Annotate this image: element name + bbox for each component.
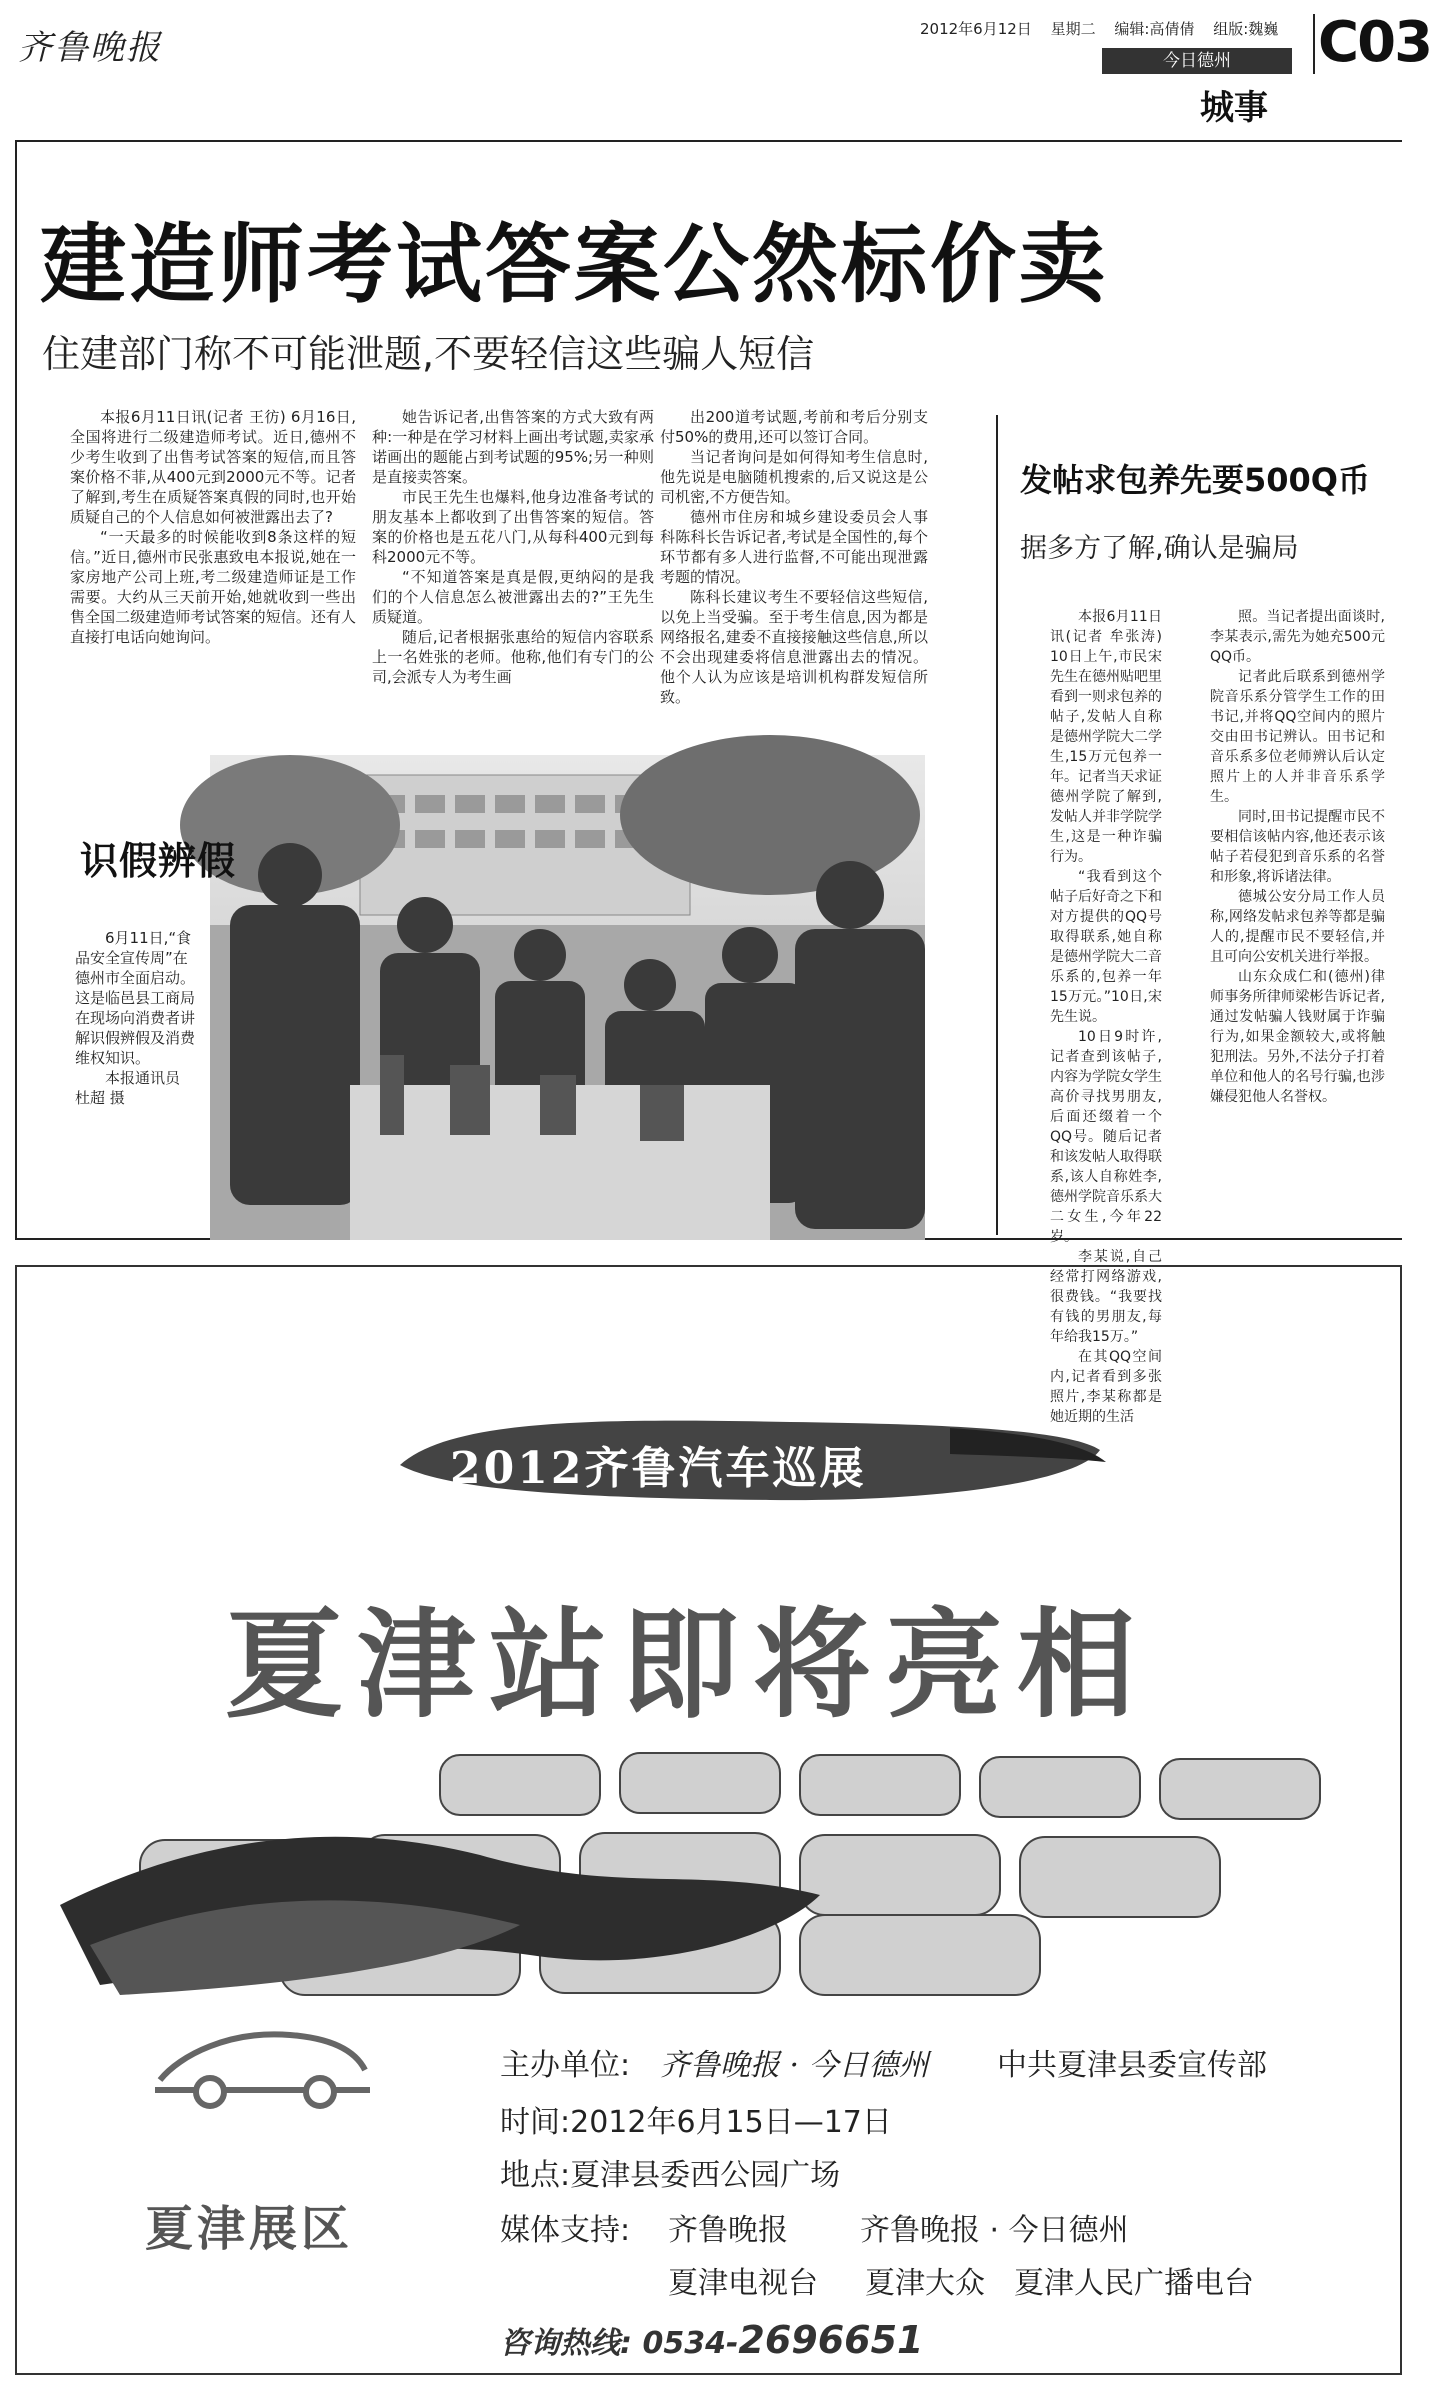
news-photo	[210, 755, 925, 1240]
caption-text: 6月11日,“食品安全宣传周”在德州市全面启动。这是临邑县工商局在现场向消费者讲解识假辨假及消费维权知识。	[75, 929, 196, 1067]
ad-main-title: 夏津站即将亮相	[225, 1596, 1150, 1734]
media-sponsor: 齐鲁晚报 · 今日德州	[860, 2213, 1129, 2248]
paragraph: 陈科长建议考生不要轻信这些短信,以免上当受骗。至于考生信息,因为都是网络报名,建委不直接接触这些信息,所以不会出现建委将信息泄露出去的情况。他个人认为应该是培训机构群发短信所致。	[660, 588, 928, 706]
paragraph: 德州市住房和城乡建设委员会人事科陈科长告诉记者,考试是全国性的,每个环节都有多人进行监督,不可能出现泄露考题的情况。	[660, 508, 928, 586]
column-rule	[996, 415, 998, 1235]
paragraph: 在其QQ空间内,记者看到多张照片,李某称都是她近期的生活	[1050, 1349, 1162, 1425]
hotline-prefix: 0534-	[642, 2326, 739, 2361]
paragraph: “一天最多的时候能收到8条这样的短信。”近日,德州市民张惠致电本报说,她在一家房地产公司上班,考二级建造师证是工作需要。大约从三天前开始,她就收到一些出售全国二级建造师考试答案的短信。还有人直接打电话向她询问。	[70, 528, 356, 646]
cars-illustration	[60, 1745, 1360, 2015]
side-subheadline: 据多方了解,确认是骗局	[1020, 533, 1299, 564]
paragraph: “不知道答案是真是假,更纳闷的是我们的个人信息怎么被泄露出去的?”王先生质疑道。	[372, 568, 654, 626]
side-headline: 发帖求包养先要500Q币	[1020, 461, 1371, 499]
article-column-2	[372, 407, 654, 687]
page-number: C03	[1318, 10, 1431, 75]
media-label: 媒体支持:	[500, 2213, 631, 2248]
host-organizer-2: 中共夏津县委宣传部	[997, 2048, 1267, 2083]
paragraph: 照。当记者提出面谈时,李某表示,需先为她充500元QQ币。	[1210, 609, 1385, 665]
paragraph: 出200道考试题,考前和考后分别支付50%的费用,还可以签订合同。	[660, 408, 928, 446]
paragraph: 她告诉记者,出售答案的方式大致有两种:一种是在学习材料上画出考试题,卖家承诺画出的题能占到考试题的95%;另一种则是直接卖答案。	[372, 408, 654, 486]
photo-illustration	[210, 755, 925, 1240]
masthead-logo: 齐鲁晚报	[18, 28, 162, 68]
issue-meta	[920, 18, 1292, 39]
paragraph: 同时,田书记提醒市民不要相信该帖内容,他还表示该帖子若侵犯到音乐系的名誉和形象,将诉诸法律。	[1210, 809, 1385, 885]
paragraph: 本报6月11日讯(记者 王彷) 6月16日,全国将进行二级建造师考试。近日,德州不少考生收到了出售考试答案的短信,而且答案价格不菲,从400元到2000元不等。记者了解到,考生在质疑答案真假的同时,也开始质疑自己的个人信息如何被泄露出去了?	[70, 408, 356, 526]
hotline-number: 2696651	[738, 2318, 924, 2362]
paragraph: 记者此后联系到德州学院音乐系分管学生工作的田书记,并将QQ空间内的照片交由田书记辨认。田书记和音乐系多位老师辨认后认定照片上的人并非音乐系学生。	[1210, 669, 1385, 805]
photo-credit: 本报通讯员 杜超 摄	[75, 1069, 181, 1107]
header-divider	[1313, 14, 1315, 74]
layout-credit: 组版:魏巍	[1213, 20, 1279, 38]
paragraph: 李某说,自己经常打网络游戏,很费钱。“我要找有钱的男朋友,每年给我15万。”	[1050, 1249, 1162, 1345]
event-place: 地点:夏津县委西公园广场	[500, 2158, 841, 2193]
photo-caption	[75, 928, 195, 1108]
host-organizer-1: 齐鲁晚报 · 今日德州	[660, 2048, 929, 2083]
paragraph: 10日9时许,记者查到该帖子,内容为学院女学生高价寻找男朋友,后面还缀着一个QQ号。随后记者和该发帖人取得联系,该人自称姓李,德州学院音乐系大二女生,今年22岁。	[1050, 1029, 1162, 1245]
photo-title: 识假辨假	[80, 839, 237, 883]
hotline-label: 咨询热线:	[500, 2326, 632, 2361]
editor-credit: 编辑:高倩倩	[1114, 20, 1195, 38]
issue-date: 2012年6月12日	[920, 20, 1032, 38]
paragraph: 本报6月11日讯(记者 牟张涛) 10日上午,市民宋先生在德州贴吧里看到一则求包养的帖子,发帖人自称是德州学院大二学生,15万元包养一年。记者当天求证德州学院了解到,发帖人并非学院学生,这是一种诈骗行为。	[1050, 609, 1162, 865]
paragraph: 随后,记者根据张惠给的短信内容联系上一名姓张的老师。他称,他们有专门的公司,会派专人为考生画	[372, 628, 654, 686]
article-column-1	[70, 407, 356, 647]
media-sponsor: 夏津人民广播电台	[1014, 2266, 1254, 2301]
subheadline: 住建部门称不可能泄题,不要轻信这些骗人短信	[42, 332, 815, 376]
article-column-3	[660, 407, 928, 707]
headline: 建造师考试答案公然标价卖	[40, 215, 1108, 315]
section-bar: 今日德州	[1102, 48, 1292, 74]
media-sponsor: 夏津大众	[865, 2266, 985, 2301]
zone-name: 夏津展区	[145, 2201, 354, 2257]
host-label: 主办单位:	[500, 2048, 631, 2083]
media-sponsor: 夏津电视台	[668, 2266, 818, 2301]
paragraph: “我看到这个帖子后好奇之下和对方提供的QQ号取得联系,她自称是德州学院大二音乐系的,包养一年15万元。”10日,宋先生说。	[1050, 869, 1162, 1025]
issue-weekday: 星期二	[1050, 20, 1096, 38]
tour-title: 2012齐鲁汽车巡展	[450, 1443, 867, 1494]
paragraph: 市民王先生也爆料,他身边准备考试的朋友基本上都收到了出售答案的短信。答案的价格也是五花八门,从每科400元到每科2000元不等。	[372, 488, 654, 566]
paragraph: 山东众成仁和(德州)律师事务所律师梁彬告诉记者,通过发帖骗人钱财属于诈骗行为,如果金额较大,或将触犯刑法。另外,不法分子打着单位和他人的名号行骗,也涉嫌侵犯他人名誉权。	[1210, 969, 1385, 1105]
paragraph: 当记者询问是如何得知考生信息时,他先说是电脑随机搜索的,后又说这是公司机密,不方便告知。	[660, 448, 928, 506]
media-sponsor: 齐鲁晚报	[668, 2213, 788, 2248]
event-time: 时间:2012年6月15日—17日	[500, 2105, 892, 2140]
car-logo-icon	[140, 2010, 380, 2120]
hotline	[500, 2318, 924, 2362]
paragraph: 德城公安分局工作人员称,网络发帖求包养等都是骗人的,提醒市民不要轻信,并且可向公安机关进行举报。	[1210, 889, 1385, 965]
side-column-2	[1210, 607, 1385, 1107]
section-name: 城事	[1200, 88, 1268, 128]
